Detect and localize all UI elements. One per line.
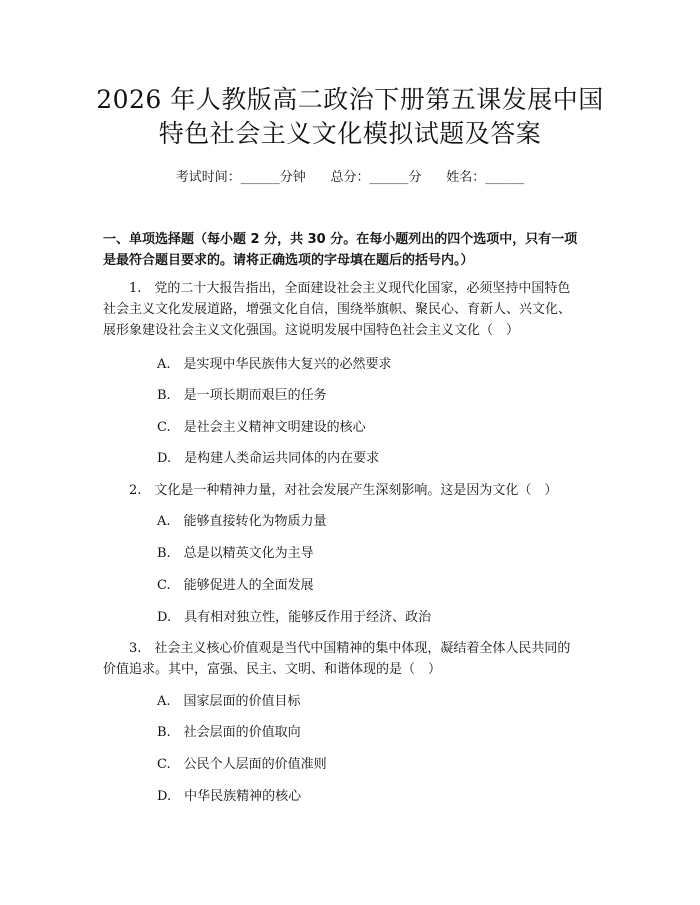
question-3-option-b: B. 社会层面的价值取向 — [157, 725, 301, 740]
question-3-line-2: 价值追求。其中，富强、民主、文明、和谐体现的是（ ） — [103, 662, 442, 677]
section-heading-line-2: 是最符合题目要求的。请将正确选项的字母填在题后的括号内。） — [103, 253, 474, 268]
question-2-option-b: B. 总是以精英文化为主导 — [157, 546, 314, 561]
question-1-line-1: 1. 党的二十大报告指出，全面建设社会主义现代化国家，必须坚持中国特色 — [129, 281, 571, 296]
question-3-option-a: A. 国家层面的价值目标 — [157, 694, 301, 709]
question-1-line-2: 社会主义文化发展道路，增强文化自信，围绕举旗帜、聚民心、育新人、兴文化、 — [103, 302, 572, 317]
question-2-line-1: 2. 文化是一种精神力量，对社会发展产生深刻影响。这是因为文化（ ） — [129, 483, 558, 498]
question-3-option-d: D. 中华民族精神的核心 — [157, 789, 302, 804]
section-heading-line-1: 一、单项选择题（每小题 2 分，共 30 分。在每小题列出的四个选项中，只有一项 — [103, 232, 578, 247]
question-2-option-c: C. 能够促进人的全面发展 — [157, 578, 314, 593]
exam-title-line-1: 2026 年人教版高二政治下册第五课发展中国 — [96, 85, 604, 114]
question-1-option-a: A. 是实现中华民族伟大复兴的必然要求 — [157, 357, 392, 372]
question-1-option-b: B. 是一项长期而艰巨的任务 — [157, 388, 327, 403]
exam-info-line: 考试时间：______分钟 总分：______分 姓名：______ — [175, 170, 525, 185]
question-3-option-c: C. 公民个人层面的价值准则 — [157, 757, 327, 772]
question-1-option-d: D. 是构建人类命运共同体的内在要求 — [157, 451, 380, 466]
exam-title-line-2: 特色社会主义文化模拟试题及答案 — [158, 119, 542, 148]
question-2-option-d: D. 具有相对独立性，能够反作用于经济、政治 — [157, 610, 432, 625]
question-3-line-1: 3. 社会主义核心价值观是当代中国精神的集中体现，凝结着全体人民共同的 — [129, 641, 571, 656]
question-1-option-c: C. 是社会主义精神文明建设的核心 — [157, 420, 366, 435]
question-2-option-a: A. 能够直接转化为物质力量 — [157, 514, 327, 529]
question-1-line-3: 展形象建设社会主义文化强国。这说明发展中国特色社会主义文化（ ） — [103, 323, 520, 338]
